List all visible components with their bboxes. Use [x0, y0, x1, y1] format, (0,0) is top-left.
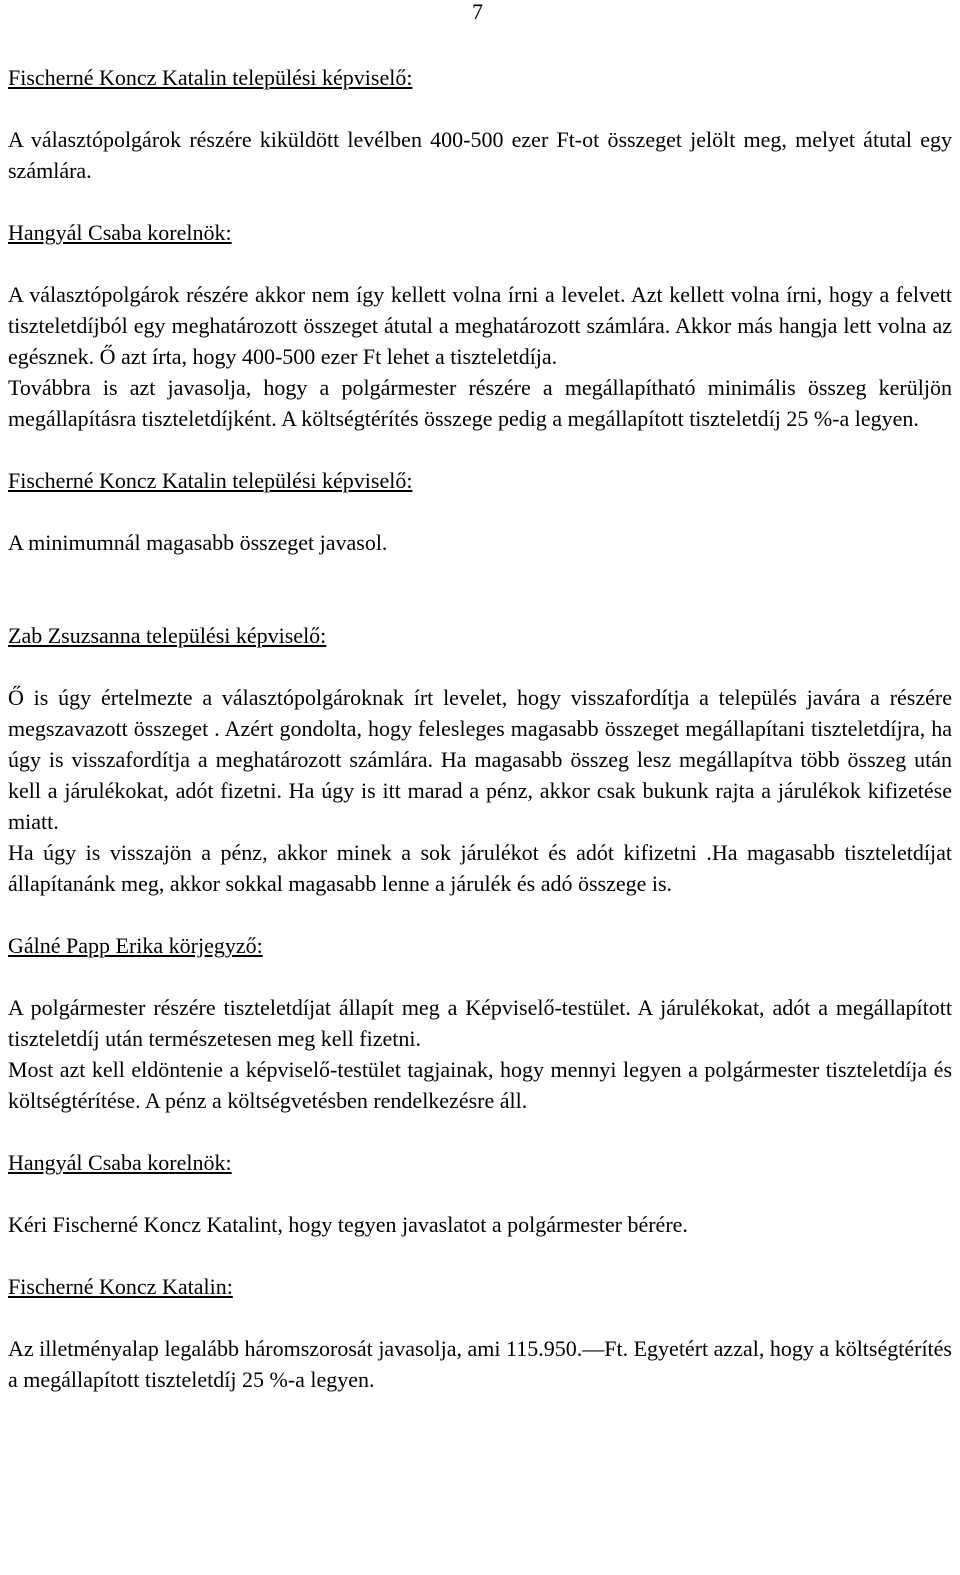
paragraph: Kéri Fischerné Koncz Katalint, hogy tegyen javaslatot a polgármester bérére. — [8, 1212, 688, 1237]
paragraph: A polgármester részére tiszteletdíjat állapít meg a Képviselő-testület. A járulékokat, adót a megállapított tiszteletdíj után természetesen meg kell fizetni. — [8, 995, 952, 1051]
paragraph: Most azt kell eldöntenie a képviselő-testület tagjainak, hogy mennyi legyen a polgármester tiszteletdíja és költségtérítése. A pénz a költségvetésben rendelkezésre áll. — [8, 1057, 952, 1113]
paragraph: A választópolgárok részére kiküldött levélben 400-500 ezer Ft-ot összeget jelölt meg, melyet átutal egy számlára. — [8, 127, 952, 183]
document-body — [8, 62, 952, 1395]
paragraph: Az illetményalap legalább háromszorosát javasolja, ami 115.950.—Ft. Egyetért azzal, hogy a költségtérítés a megállapított tiszteletdíj 25 %-a legyen. — [8, 1336, 952, 1392]
paragraph: A választópolgárok részére akkor nem így kellett volna írni a levelet. Azt kellett volna írni, hogy a felvett tiszteletdíjból egy meghatározott összeget átutal a meghatározott számlára. Akkor más hangja lett volna az egésznek. Ő azt írta, hogy 400-500 ezer Ft lehet a tiszteletdíja. — [8, 282, 952, 369]
speaker-heading: Fischerné Koncz Katalin települési képviselő: — [8, 468, 413, 493]
paragraph: Ha úgy is visszajön a pénz, akkor minek a sok járulékot és adót kifizetni .Ha magasabb tiszteletdíjat állapítanánk meg, akkor sokkal magasabb lenne a járulék és adó összege is. — [8, 840, 952, 896]
speaker-heading: Zab Zsuzsanna települési képviselő: — [8, 623, 327, 648]
speaker-heading: Fischerné Koncz Katalin települési képviselő: — [8, 65, 413, 90]
speaker-heading: Gálné Papp Erika körjegyző: — [8, 933, 263, 958]
paragraph: A minimumnál magasabb összeget javasol. — [8, 530, 388, 555]
speaker-heading: Hangyál Csaba korelnök: — [8, 220, 232, 245]
paragraph: Ő is úgy értelmezte a választópolgároknak írt levelet, hogy visszafordítja a település javára a részére megszavazott összeget . Azért gondolta, hogy felesleges magasabb összeget megállapítani tiszteletdíjra, ha úgy is visszafordítja a meghatározott számlára. Ha magasabb összeg lesz megállapítva több összeg után kell a járulékokat, adót fizetni. Ha úgy is itt marad a pénz, akkor csak bukunk rajta a járulékok kifizetése miatt. — [8, 685, 952, 834]
speaker-heading: Fischerné Koncz Katalin: — [8, 1274, 233, 1299]
page-number: 7 — [472, 0, 483, 24]
speaker-heading: Hangyál Csaba korelnök: — [8, 1150, 232, 1175]
paragraph: Továbbra is azt javasolja, hogy a polgármester részére a megállapítható minimális összeg kerüljön megállapításra tiszteletdíjként. A költségtérítés összege pedig a megállapított tiszteletdíj 25 %-a legyen. — [8, 375, 952, 431]
